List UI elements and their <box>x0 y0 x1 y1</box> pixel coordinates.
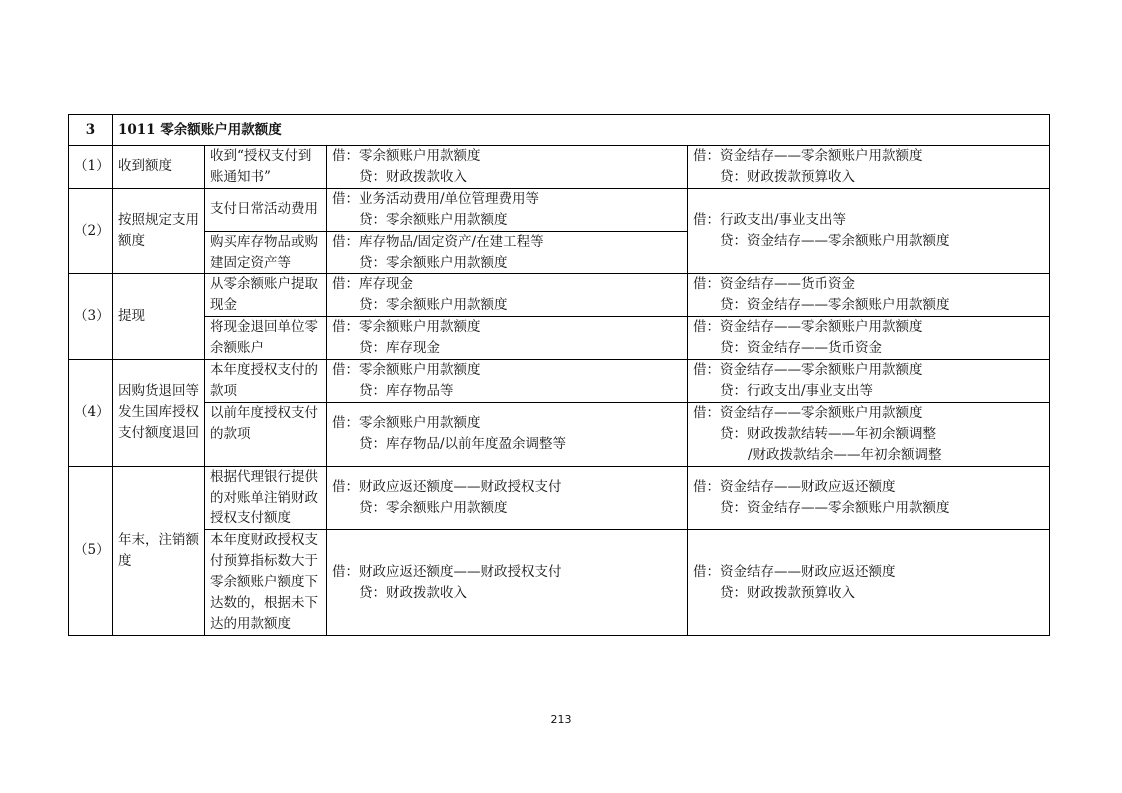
row-number: （3） <box>69 274 113 360</box>
credit-line: 贷：行政支出/事业支出等 <box>720 382 874 399</box>
row-number: （1） <box>69 146 113 189</box>
debit-line: 借：资金结存——零余额账户用款额度 <box>693 362 923 379</box>
debit-line: 借：资金结存——财政应返还额度 <box>693 563 896 580</box>
financial-entry <box>327 466 688 530</box>
debit-line: 借：资金结存——零余额账户用款额度 <box>693 319 923 336</box>
credit-line: 贷：财政拨款收入 <box>359 584 467 601</box>
financial-entry <box>327 530 688 636</box>
row-number: （4） <box>69 360 113 467</box>
budget-entry <box>688 146 1050 189</box>
credit-line: 贷：库存现金 <box>359 340 440 357</box>
budget-entry <box>688 188 1050 274</box>
budget-entry <box>688 360 1050 403</box>
accounting-entries-table <box>68 114 1050 636</box>
table-row <box>69 317 1050 360</box>
financial-entry <box>327 360 688 403</box>
row-category: 年末，注销额度 <box>113 466 205 635</box>
budget-entry <box>688 274 1050 317</box>
table-row <box>69 466 1050 530</box>
budget-entry <box>688 402 1050 466</box>
debit-line: 借：零余额账户用款额度 <box>332 362 481 379</box>
credit-line: 贷：资金结存——零余额账户用款额度 <box>720 233 950 250</box>
table-row <box>69 274 1050 317</box>
row-number: （2） <box>69 188 113 274</box>
table-row <box>69 188 1050 231</box>
debit-line: 借：库存物品/固定资产/在建工程等 <box>332 233 544 250</box>
row-condition: 根据代理银行提供的对账单注销财政授权支付额度 <box>205 466 327 530</box>
debit-line: 借：资金结存——零余额账户用款额度 <box>693 404 923 421</box>
row-category: 因购货退回等发生国库授权支付额度退回 <box>113 360 205 467</box>
credit-line: 贷：资金结存——货币资金 <box>720 340 882 357</box>
credit-line: 贷：零余额账户用款额度 <box>359 211 508 228</box>
debit-line: 借：财政应返还额度——财政授权支付 <box>332 479 562 496</box>
row-category: 提现 <box>113 274 205 360</box>
page-number: 213 <box>550 713 572 726</box>
financial-entry <box>327 274 688 317</box>
debit-line: 借：零余额账户用款额度 <box>332 415 481 432</box>
row-condition: 从零余额账户提取现金 <box>205 274 327 317</box>
debit-line: 借：财政应返还额度——财政授权支付 <box>332 563 562 580</box>
credit-line: 贷：资金结存——零余额账户用款额度 <box>720 499 950 516</box>
row-category: 收到额度 <box>113 146 205 189</box>
row-condition: 购买库存物品或购建固定资产等 <box>205 231 327 274</box>
debit-line: 借：零余额账户用款额度 <box>332 148 481 164</box>
budget-entry <box>688 317 1050 360</box>
credit-line: 贷：财政拨款预算收入 <box>720 168 855 185</box>
row-condition: 以前年度授权支付的款项 <box>205 402 327 466</box>
section-index: 3 <box>69 115 113 146</box>
table-header-row <box>69 115 1050 146</box>
debit-line: 借：行政支出/事业支出等 <box>693 212 847 229</box>
debit-line: 借：资金结存——零余额账户用款额度 <box>693 148 923 164</box>
section-title: 1011 零余额账户用款额度 <box>113 115 1050 146</box>
row-condition: 将现金退回单位零余额账户 <box>205 317 327 360</box>
credit-line: 贷：资金结存——零余额账户用款额度 <box>720 297 950 314</box>
row-condition: 本年度财政授权支付预算指标数大于零余额账户额度下达数的，根据未下达的用款额度 <box>205 530 327 636</box>
financial-entry <box>327 317 688 360</box>
credit-line: 贷：零余额账户用款额度 <box>359 254 508 271</box>
financial-entry <box>327 402 688 466</box>
credit-line: 贷：财政拨款结转——年初余额调整 <box>720 425 936 442</box>
debit-line: 借：资金结存——货币资金 <box>693 276 855 293</box>
debit-line: 借：零余额账户用款额度 <box>332 319 481 336</box>
budget-entry <box>688 530 1050 636</box>
credit-line: 贷：财政拨款收入 <box>359 168 467 185</box>
row-condition: 收到“授权支付到账通知书” <box>205 146 327 189</box>
credit-line: 贷：零余额账户用款额度 <box>359 499 508 516</box>
table-row <box>69 360 1050 403</box>
table-row <box>69 530 1050 636</box>
debit-line: 借：库存现金 <box>332 276 413 293</box>
credit-line: /财政拨款结余——年初余额调整 <box>748 446 942 463</box>
table-row <box>69 402 1050 466</box>
credit-line: 贷：零余额账户用款额度 <box>359 297 508 314</box>
row-condition: 支付日常活动费用 <box>205 188 327 231</box>
debit-line: 借：业务活动费用/单位管理费用等 <box>332 190 540 207</box>
row-number: （5） <box>69 466 113 635</box>
row-condition: 本年度授权支付的款项 <box>205 360 327 403</box>
financial-entry <box>327 188 688 231</box>
financial-entry <box>327 146 688 189</box>
debit-line: 借：资金结存——财政应返还额度 <box>693 479 896 496</box>
table-row <box>69 146 1050 189</box>
row-category: 按照规定支用额度 <box>113 188 205 274</box>
budget-entry <box>688 466 1050 530</box>
financial-entry <box>327 231 688 274</box>
credit-line: 贷：库存物品等 <box>359 382 454 399</box>
credit-line: 贷：库存物品/以前年度盈余调整等 <box>359 436 567 453</box>
credit-line: 贷：财政拨款预算收入 <box>720 584 855 601</box>
